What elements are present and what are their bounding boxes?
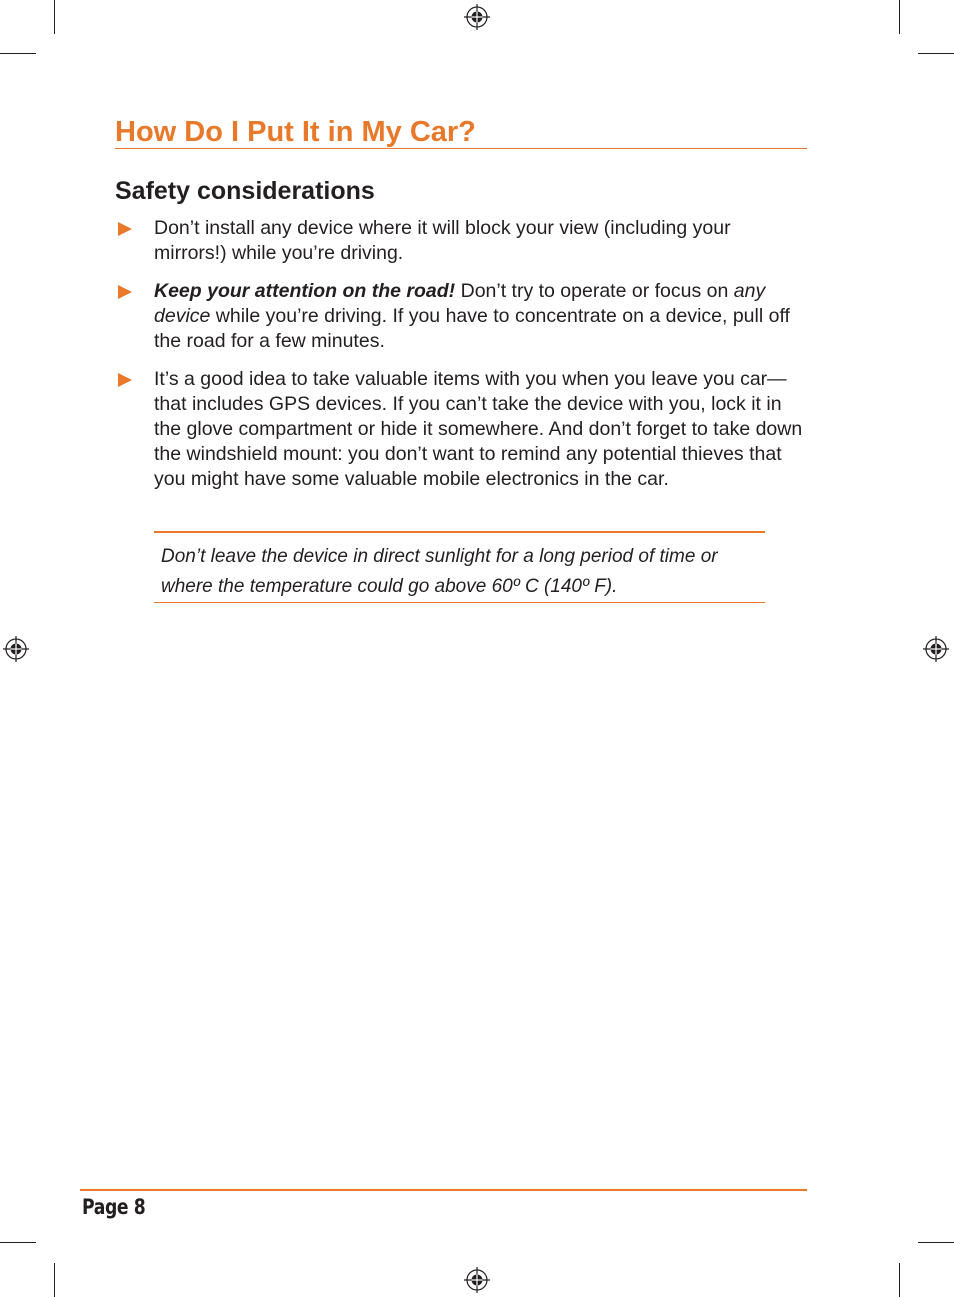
- list-item-text: Don’t try to operate or focus on: [455, 280, 734, 302]
- page-number: Page 8: [82, 1195, 146, 1219]
- bullet-arrow-icon: [118, 222, 132, 236]
- list-item: [115, 367, 805, 492]
- safety-list: [115, 216, 805, 505]
- registration-mark-icon: [464, 4, 490, 30]
- list-item-text: while you’re driving. If you have to concentrate on a device, pull off the road for a few minutes.: [154, 305, 790, 352]
- registration-mark-icon: [3, 636, 29, 662]
- title-divider: [115, 148, 807, 149]
- list-item-text: Don’t install any device where it will block your view (including your mirrors!) while you’re driving.: [154, 217, 731, 264]
- crop-mark: [54, 0, 55, 34]
- crop-mark: [0, 1242, 36, 1243]
- list-item: [115, 279, 805, 354]
- caution-note: [154, 531, 765, 603]
- note-text: Don’t leave the device in direct sunlight for a long period of time or where the temperature could go above 60º C (140º F).: [161, 546, 718, 597]
- registration-mark-icon: [464, 1267, 490, 1293]
- footer-divider: [80, 1189, 807, 1191]
- emphasis-text: Keep your attention on the road!: [154, 280, 456, 302]
- list-item: [115, 216, 805, 266]
- crop-mark: [918, 1242, 954, 1243]
- bullet-arrow-icon: [118, 285, 132, 299]
- crop-mark: [918, 53, 954, 54]
- list-item-text: It’s a good idea to take valuable items with you when you leave you car—that includes GPS devices. If you can’t take the device with you, lock it in the glove compartment or hide it somewhere. And don’t forget to take down the windshield mount: you don’t want to remind any potential thieves that you might have some valuable mobile electronics in the car.: [154, 368, 803, 490]
- italic-text: any device: [154, 280, 766, 327]
- crop-mark: [899, 0, 900, 34]
- bullet-arrow-icon: [118, 373, 132, 387]
- section-heading: Safety considerations: [115, 177, 375, 205]
- crop-mark: [899, 1263, 900, 1297]
- crop-mark: [54, 1263, 55, 1297]
- page-title: How Do I Put It in My Car?: [115, 116, 476, 148]
- registration-mark-icon: [923, 636, 949, 662]
- crop-mark: [0, 53, 36, 54]
